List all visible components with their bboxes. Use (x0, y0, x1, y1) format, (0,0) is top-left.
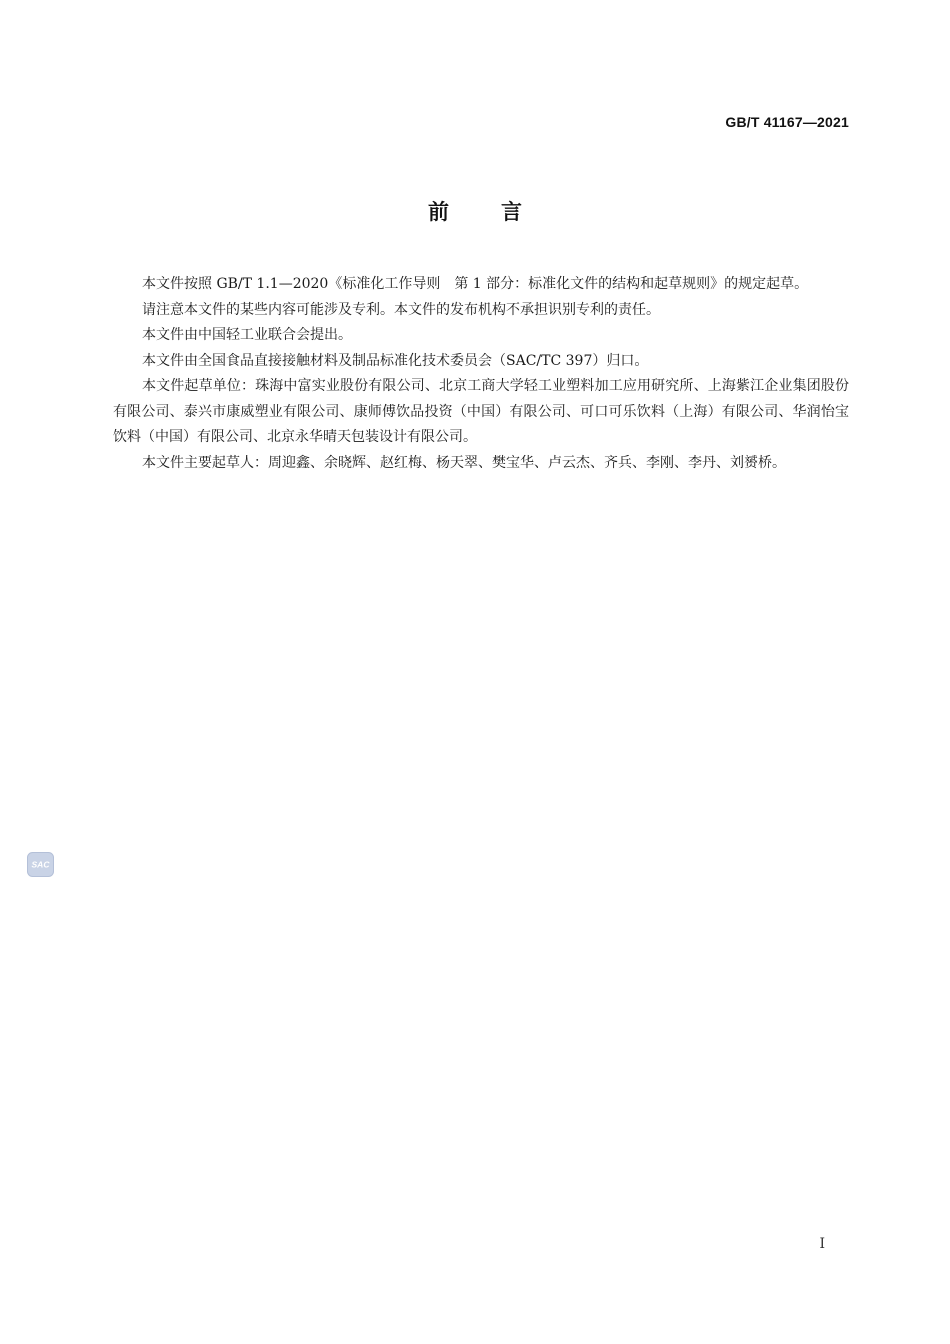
svg-text:SAC: SAC (31, 859, 50, 870)
paragraph-committee: 本文件由全国食品直接接触材料及制品标准化技术委员会（SAC/TC 397）归口。 (142, 352, 649, 369)
paragraph-proposer: 本文件由中国轻工业联合会提出。 (142, 327, 352, 343)
body-text (113, 272, 849, 476)
paragraph-patent-notice: 请注意本文件的某些内容可能涉及专利。本文件的发布机构不承担识别专利的责任。 (142, 301, 660, 318)
paragraph-drafting-units: 本文件起草单位：珠海中富实业股份有限公司、北京工商大学轻工业塑料加工应用研究所、上海紫江企业集团股份有限公司、泰兴市康威塑业有限公司、康师傅饮品投资（中国）有限公司、可口可乐饮料（上海）有限公司、华润怡宝饮料（中国）有限公司、北京永华晴天包装设计有限公司。 (113, 378, 849, 445)
page-title: 前言 (428, 200, 574, 224)
sac-logo-icon (27, 852, 54, 877)
paragraph-drafters: 本文件主要起草人：周迎鑫、余晓辉、赵红梅、杨天翠、樊宝华、卢云杰、齐兵、李刚、李丹、刘赟桥。 (142, 454, 786, 471)
standard-number: GB/T 41167—2021 (725, 114, 849, 130)
paragraph-drafting-rules: 本文件按照 GB/T 1.1—2020《标准化工作导则 第 1 部分：标准化文件的结构和起草规则》的规定起草。 (142, 276, 809, 292)
page-number: Ⅰ (819, 1236, 825, 1252)
